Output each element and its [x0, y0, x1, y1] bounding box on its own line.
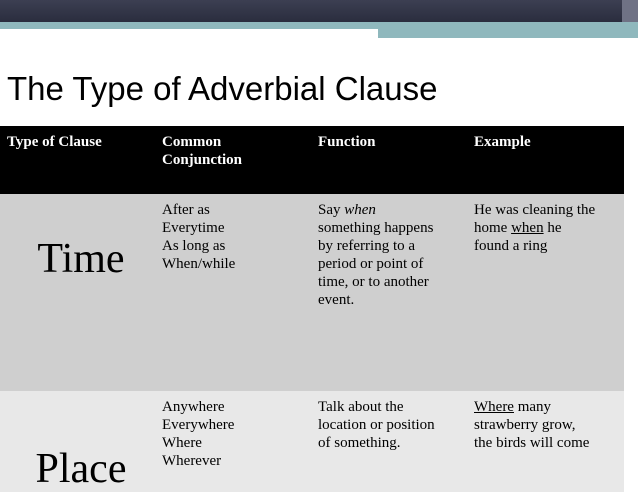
example-line: found a ring [474, 238, 548, 254]
cell-function [311, 391, 467, 492]
function-line: by referring to a [318, 238, 416, 254]
adverbial-clause-table [0, 126, 624, 492]
cell-conjunctions [155, 391, 311, 492]
top-decor-stripe-right [378, 29, 638, 38]
top-decor-bar [0, 0, 638, 22]
function-line: something happens [318, 220, 434, 236]
example-conjunction-underlined: Where [474, 399, 514, 415]
clause-type-label: Time [37, 236, 125, 282]
function-line: period or point of [318, 256, 424, 272]
top-decor-stripe [0, 22, 638, 29]
conjunction-item: As long as [162, 238, 226, 254]
example-line: the birds will come [474, 435, 590, 451]
table-header-row [0, 126, 624, 194]
example-text: home [474, 220, 512, 236]
header-common-conjunction [155, 126, 311, 194]
cell-type [0, 391, 155, 492]
conjunction-item: Where [162, 435, 202, 451]
conjunction-item: Everywhere [162, 417, 235, 433]
function-line: Talk about the [318, 399, 404, 415]
conjunction-item: Anywhere [162, 399, 225, 415]
cell-conjunctions [155, 194, 311, 391]
example-conjunction-underlined: when [511, 220, 544, 236]
top-decor-accent [622, 0, 638, 22]
table-row-place [0, 391, 624, 492]
example-text: many [513, 399, 552, 415]
example-line: He was cleaning the [474, 202, 596, 218]
cell-example [467, 391, 624, 492]
cell-example [467, 194, 624, 391]
example-line [474, 398, 624, 416]
header-example: Example [474, 134, 531, 150]
cell-type [0, 194, 155, 391]
header-conjunction-line: Conjunction [162, 152, 243, 168]
function-line: time, or to another [318, 274, 429, 290]
example-text: he [543, 220, 562, 236]
clause-type-label: Place [35, 446, 127, 492]
function-text: Say [318, 202, 345, 218]
function-line: event. [318, 292, 355, 308]
slide-title: The Type of Adverbial Clause [7, 70, 438, 107]
example-line [474, 219, 624, 237]
header-function: Function [318, 134, 376, 150]
function-line: location or position [318, 417, 435, 433]
example-line: strawberry grow, [474, 417, 576, 433]
function-emphasis: when [344, 202, 376, 218]
table-row-time [0, 194, 624, 391]
function-line [318, 201, 467, 219]
conjunction-item: Wherever [162, 453, 222, 469]
function-line: of something. [318, 435, 401, 451]
cell-function [311, 194, 467, 391]
conjunction-item: Everytime [162, 220, 225, 236]
header-type-of-clause: Type of Clause [7, 134, 102, 150]
header-conjunction-line: Common [162, 134, 222, 150]
conjunction-item: After as [162, 202, 210, 218]
conjunction-item: When/while [162, 256, 236, 272]
